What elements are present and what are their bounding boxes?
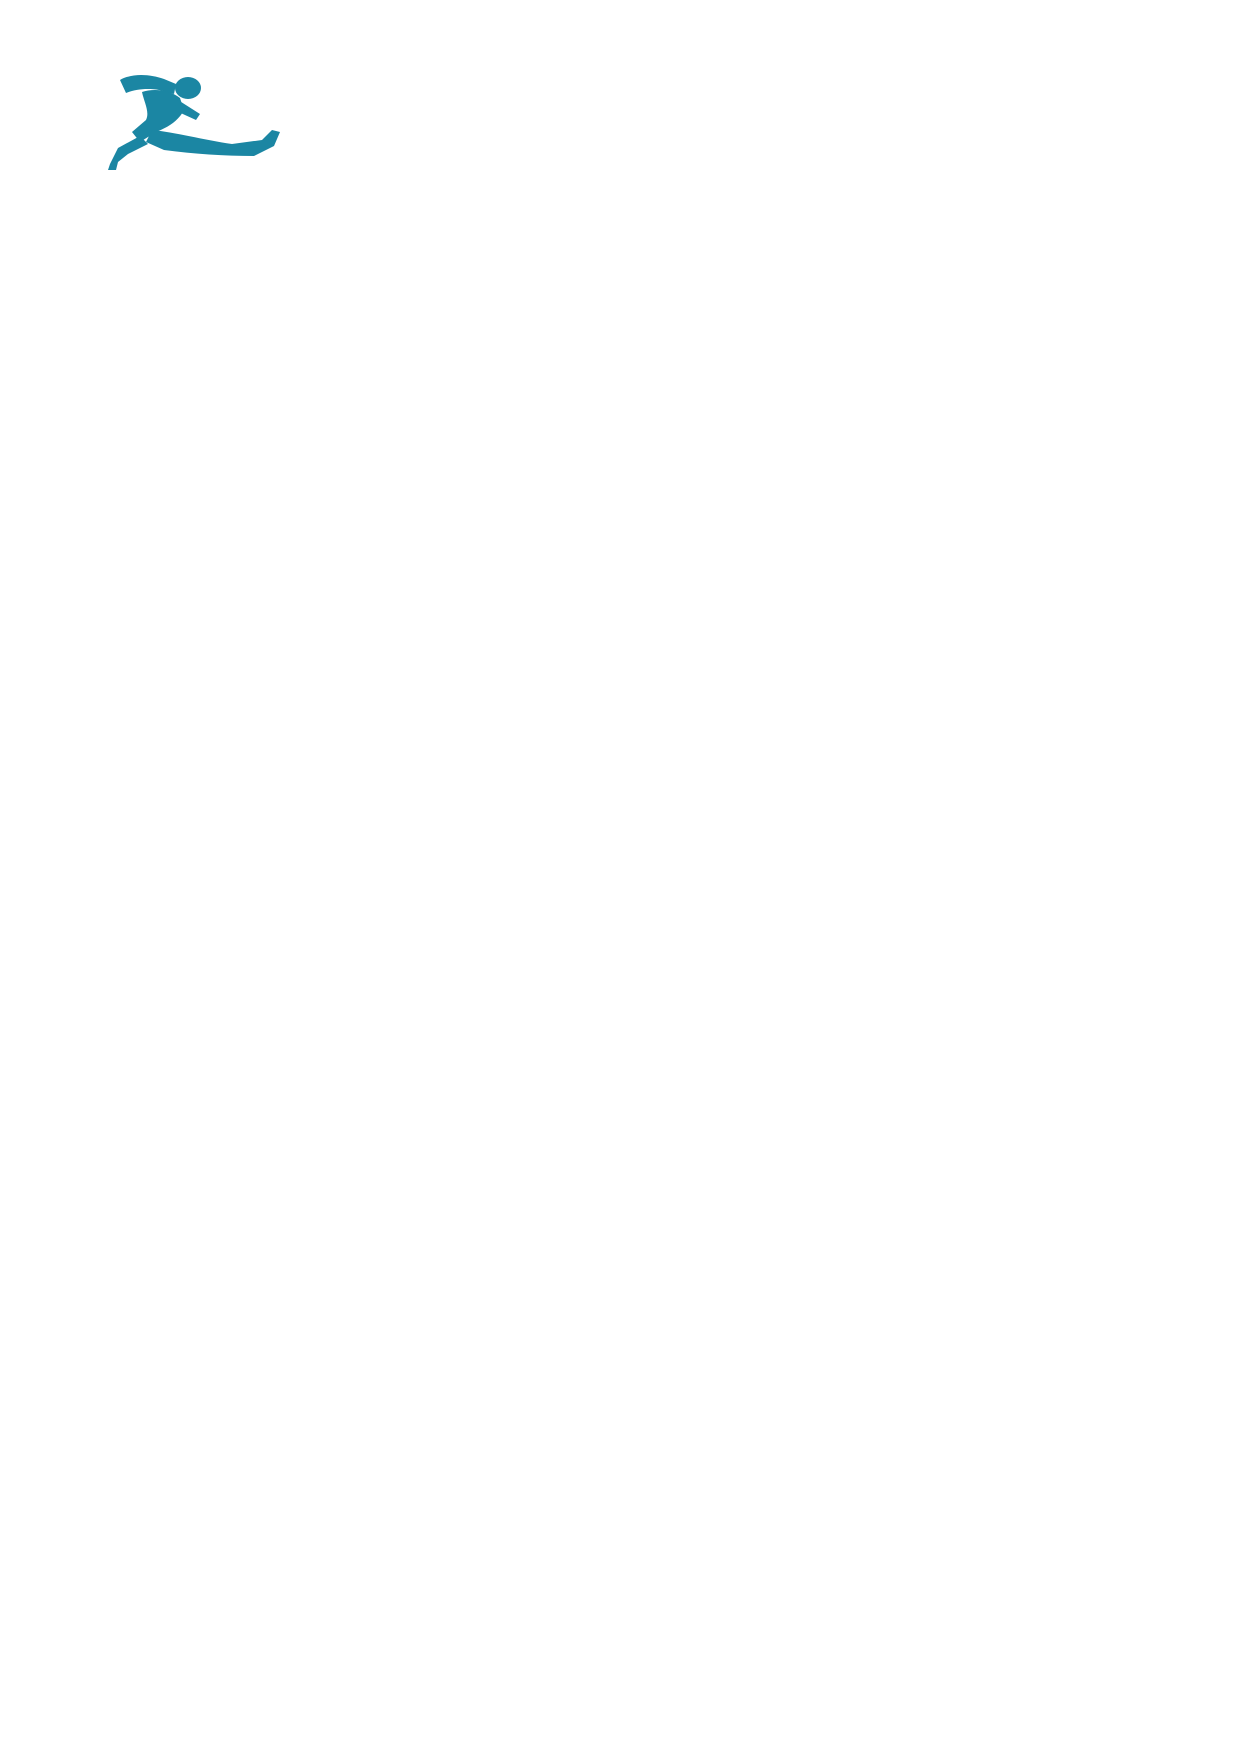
runner-logo	[104, 70, 280, 176]
runner-icon	[104, 70, 280, 176]
